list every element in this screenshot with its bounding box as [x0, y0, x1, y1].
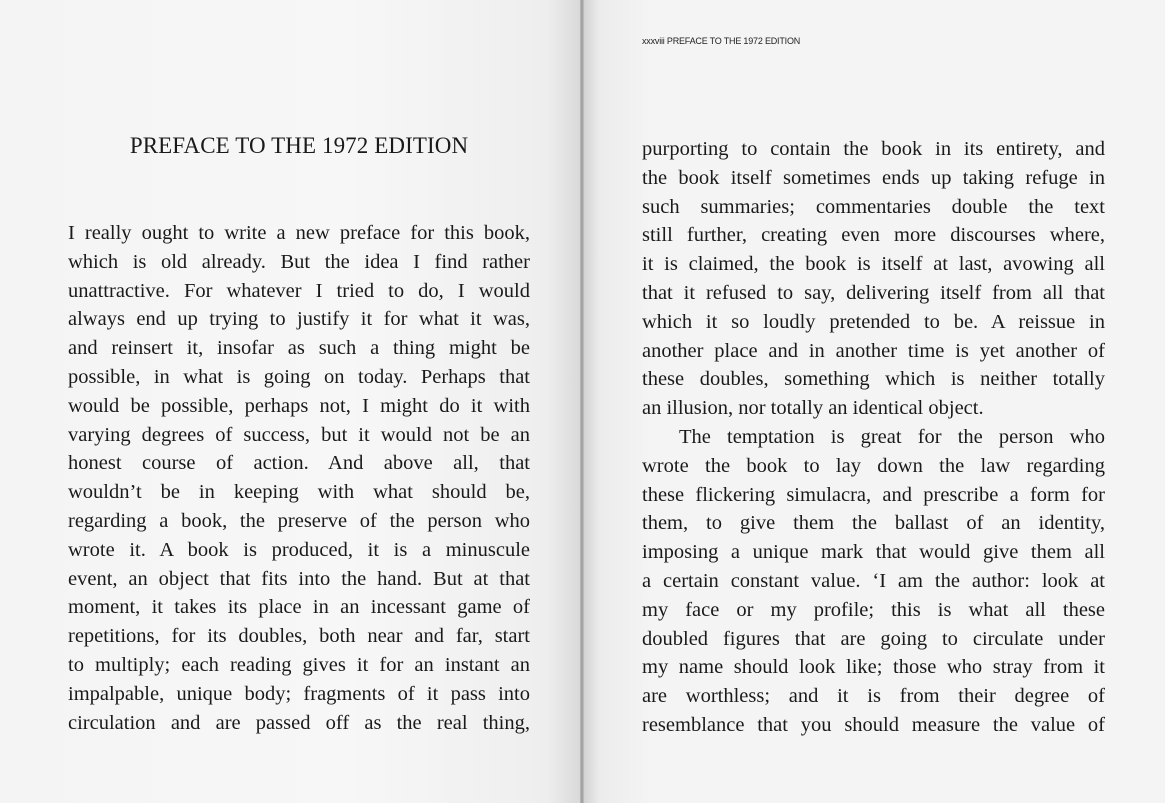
- text-line: them, to give them the ballast of an identity,: [642, 512, 1105, 535]
- text-line: it is claimed, the book is itself at last, avowing all: [642, 253, 1105, 276]
- book-gutter: [580, 0, 584, 803]
- text-line: moment, it takes its place in an incessant game of: [68, 596, 530, 619]
- text-line: The temptation is great for the person who: [679, 425, 1105, 448]
- page-title: PREFACE TO THE 1972 EDITION: [129, 133, 469, 158]
- text-line: doubled figures that are going to circulate under: [642, 627, 1105, 650]
- text-line: repetitions, for its doubles, both near and far, start: [68, 625, 530, 648]
- text-line: circulation and are passed off as the real thing,: [68, 711, 530, 734]
- right-page: [582, 0, 1165, 803]
- text-line: another place and in another time is yet another of: [642, 339, 1105, 362]
- text-line: honest course of action. And above all, that: [68, 452, 530, 475]
- text-line: regarding a book, the preserve of the person who: [68, 509, 530, 532]
- text-line: and reinsert it, insofar as such a thing might be: [68, 337, 530, 360]
- text-line: unattractive. For whatever I tried to do, I would: [68, 279, 530, 302]
- text-line: which is old already. But the idea I find rather: [68, 250, 530, 273]
- running-head: xxxviii PREFACE TO THE 1972 EDITION: [642, 36, 801, 46]
- text-line: are worthless; and it is from their degree of: [642, 685, 1105, 708]
- text-line: event, an object that fits into the hand. But at that: [68, 567, 530, 590]
- left-body-text: [68, 219, 530, 737]
- text-line: wrote it. A book is produced, it is a minuscule: [68, 538, 530, 561]
- text-line: such summaries; commentaries double the text: [642, 195, 1105, 218]
- text-line: imposing a unique mark that would give them all: [642, 541, 1105, 564]
- text-line: wouldn’t be in keeping with what should be,: [68, 481, 530, 504]
- text-line: my face or my profile; this is what all these: [642, 598, 1105, 621]
- text-line: would be possible, perhaps not, I might do it with: [68, 394, 530, 417]
- text-line: possible, in what is going on today. Perhaps that: [68, 365, 530, 388]
- text-line: an illusion, nor totally an identical object.: [642, 397, 984, 420]
- text-line: varying degrees of success, but it would not be an: [68, 423, 530, 446]
- text-line: my name should look like; those who stray from it: [642, 656, 1105, 679]
- text-line: wrote the book to lay down the law regarding: [642, 454, 1105, 477]
- left-page: [0, 0, 582, 803]
- text-line: the book itself sometimes ends up taking refuge in: [642, 166, 1105, 189]
- text-line: that it refused to say, delivering itself from all that: [642, 281, 1105, 304]
- text-line: a certain constant value. ‘I am the author: look at: [642, 569, 1105, 592]
- text-line: purporting to contain the book in its entirety, and: [642, 138, 1105, 160]
- text-line: always end up trying to justify it for what it was,: [68, 308, 530, 331]
- text-line: impalpable, unique body; fragments of it pass into: [68, 682, 530, 705]
- text-line: still further, creating even more discourses where,: [642, 224, 1105, 247]
- text-line: these flickering simulacra, and prescribe a form for: [642, 483, 1105, 506]
- text-line: to multiply; each reading gives it for an instant an: [68, 653, 530, 676]
- text-line: I really ought to write a new preface for this book,: [68, 222, 530, 244]
- text-line: these doubles, something which is neither totally: [642, 368, 1105, 391]
- right-body-text: [642, 135, 1105, 740]
- text-line: which it so loudly pretended to be. A reissue in: [642, 310, 1105, 333]
- text-line: resemblance that you should measure the value of: [642, 713, 1105, 736]
